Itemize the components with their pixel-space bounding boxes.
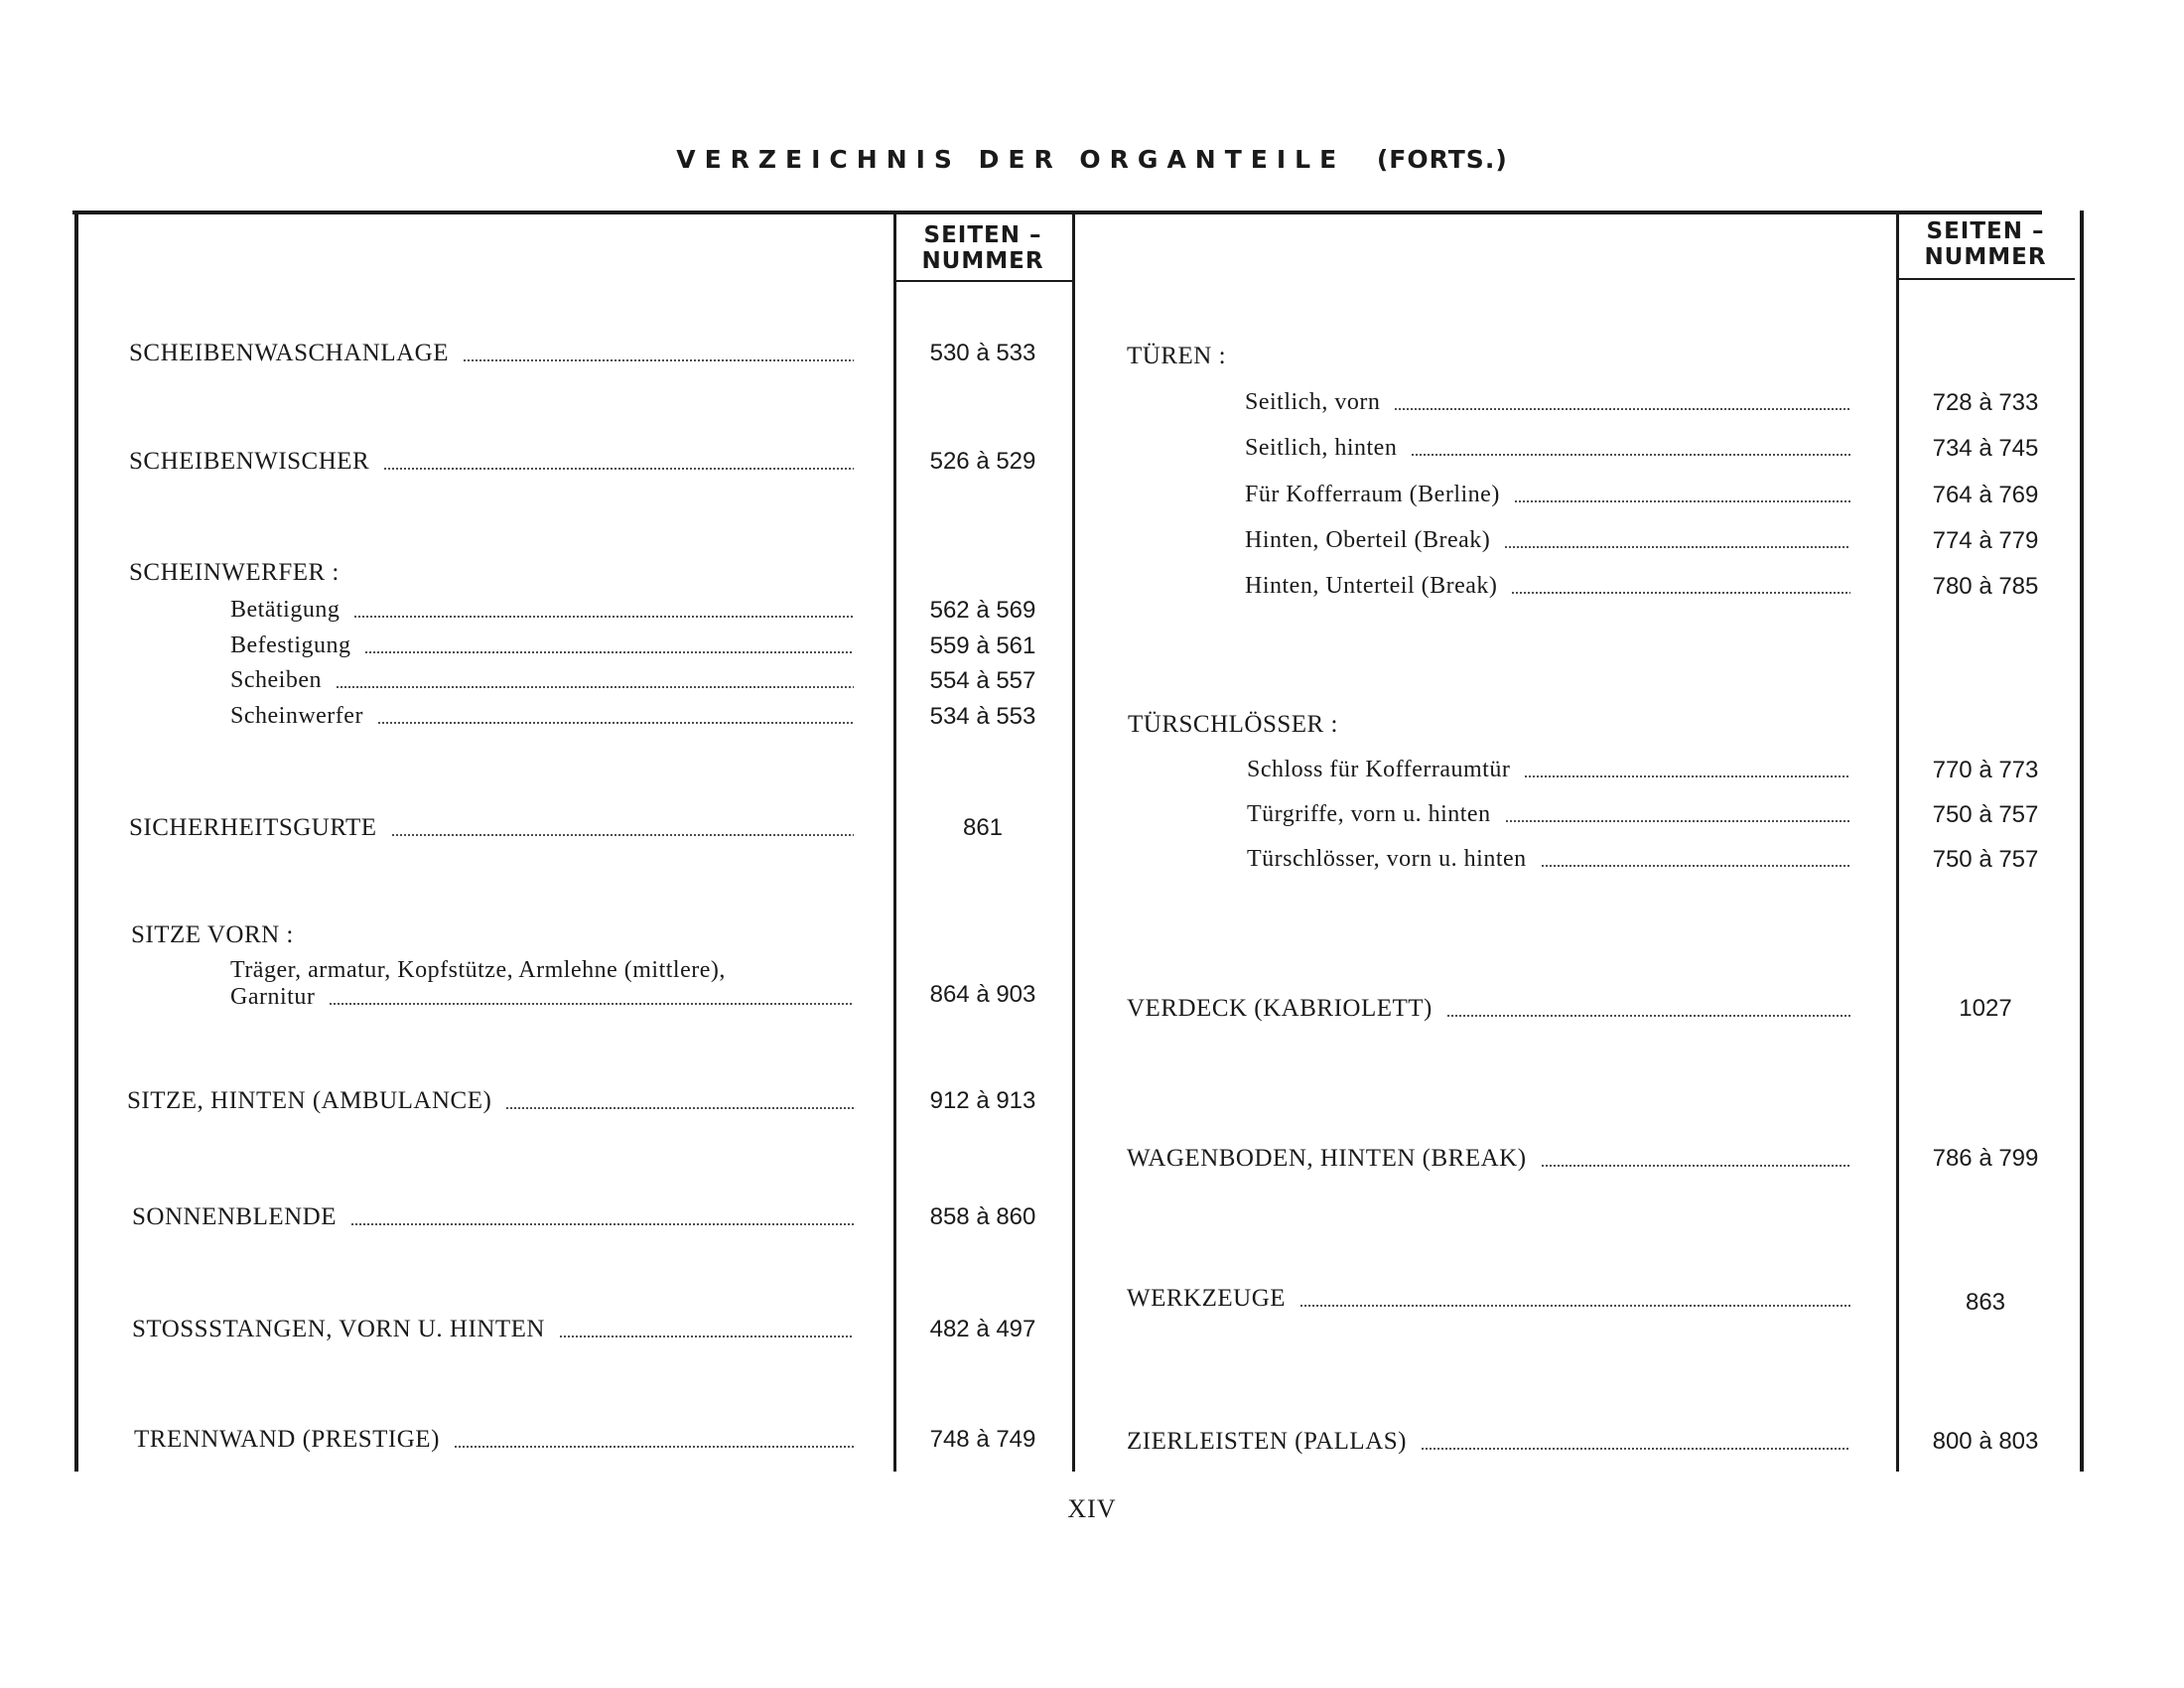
sub-entry: [230, 667, 854, 694]
detail-line1: Träger, armatur, Kopfstütze, Armlehne (mittlere),: [230, 957, 726, 983]
sub-entry: [1245, 573, 1850, 600]
leader-dots: [1446, 1015, 1850, 1017]
sub-label: Seitlich, hinten: [1245, 435, 1398, 461]
sub-label: Hinten, Oberteil (Break): [1245, 527, 1491, 553]
header-line2: NUMMER: [1924, 244, 2047, 270]
entry-zierleisten: [1127, 1428, 1850, 1456]
entry-sitze-hinten: [127, 1087, 854, 1115]
leader-dots: [1524, 775, 1850, 777]
entry-pages: 748 à 749: [929, 1426, 1036, 1453]
leader-dots: [1514, 500, 1850, 502]
entry-label: VERDECK (KABRIOLETT): [1127, 995, 1433, 1022]
entry-label: SCHEIBENWISCHER: [129, 448, 370, 475]
leader-dots: [1411, 454, 1850, 456]
entry-sicherheitsgurte: [129, 814, 854, 842]
entry-label: SICHERHEITSGURTE: [129, 814, 377, 841]
entry-pages: 482 à 497: [929, 1316, 1036, 1342]
leader-dots: [559, 1336, 854, 1337]
sub-label: Scheinwerfer: [230, 703, 363, 729]
leader-dots: [1394, 408, 1850, 410]
leader-dots: [1504, 546, 1850, 548]
leader-dots: [1421, 1448, 1850, 1450]
center-divider: [1072, 214, 1075, 1472]
entry-pages: 800 à 803: [1932, 1428, 2039, 1455]
section-tueren: [1127, 343, 1226, 370]
entry-stossstangen: [132, 1316, 854, 1343]
entry-pages: 863: [1965, 1289, 2006, 1316]
sitze-vorn-detail: [230, 957, 854, 1011]
right-pages-header: [1896, 218, 2075, 270]
sub-entry: [1247, 846, 1850, 873]
sub-entry: [230, 597, 854, 624]
table-left-rule: [74, 211, 78, 1472]
sub-label: Hinten, Unterteil (Break): [1245, 573, 1498, 599]
section-label: SITZE VORN :: [131, 921, 294, 948]
sub-pages: 750 à 757: [1932, 846, 2039, 873]
entry-verdeck: [1127, 995, 1850, 1023]
leader-dots: [364, 651, 854, 653]
leader-dots: [336, 686, 854, 688]
page-title: [0, 145, 2184, 174]
sub-entry: [1245, 389, 1850, 416]
sub-pages: 734 à 745: [1932, 435, 2039, 462]
leader-dots: [505, 1107, 854, 1109]
entry-label: WERKZEUGE: [1127, 1285, 1287, 1312]
sub-label: Türgriffe, vorn u. hinten: [1247, 801, 1491, 827]
sub-pages: 728 à 733: [1932, 389, 2039, 416]
section-label: TÜREN :: [1127, 343, 1227, 369]
leader-dots: [383, 468, 854, 470]
entry-pages: 786 à 799: [1932, 1145, 2039, 1172]
sub-entry: [230, 703, 854, 730]
entry-pages: 530 à 533: [929, 340, 1036, 366]
sub-entry: [1245, 482, 1850, 508]
entry-label: TRENNWAND (PRESTIGE): [134, 1426, 440, 1453]
sub-pages: 559 à 561: [929, 633, 1036, 659]
left-header-underline: [893, 280, 1072, 282]
sub-label: Scheiben: [230, 667, 322, 693]
table-top-rule: [72, 211, 2042, 214]
entry-label: WAGENBODEN, HINTEN (BREAK): [1127, 1145, 1527, 1172]
sub-label: Befestigung: [230, 633, 351, 658]
header-line1: SEITEN –: [1926, 218, 2045, 244]
detail-line2: Garnitur: [230, 984, 316, 1010]
entry-pages: 858 à 860: [929, 1203, 1036, 1230]
leader-dots: [1541, 865, 1850, 867]
page-number: XIV: [1067, 1494, 1117, 1523]
sub-entry: [1245, 435, 1850, 462]
leader-dots: [353, 616, 854, 618]
leader-dots: [454, 1446, 854, 1448]
entry-trennwand: [134, 1426, 854, 1454]
leader-dots: [1299, 1305, 1850, 1307]
entry-label: ZIERLEISTEN (PALLAS): [1127, 1428, 1407, 1455]
sub-pages: 774 à 779: [1932, 527, 2039, 554]
table-right-rule: [2080, 211, 2084, 1472]
leader-dots: [1511, 592, 1850, 594]
entry-label: SITZE, HINTEN (AMBULANCE): [127, 1087, 492, 1114]
sub-entry: [230, 633, 854, 659]
leader-dots: [377, 722, 854, 724]
entry-scheibenwaschanlage: [129, 340, 854, 367]
leader-dots: [463, 359, 854, 361]
entry-pages: 864 à 903: [929, 981, 1036, 1008]
section-scheinwerfer: [129, 559, 340, 587]
leader-dots: [391, 834, 854, 836]
left-pages-divider: [893, 214, 896, 1472]
right-header-underline: [1896, 278, 2075, 280]
sub-pages: 562 à 569: [929, 597, 1036, 624]
title-main: VERZEICHNIS DER ORGANTEILE: [676, 145, 1346, 174]
sub-pages: 764 à 769: [1932, 482, 2039, 508]
entry-label: SONNENBLENDE: [132, 1203, 337, 1230]
entry-pages: 1027: [1959, 995, 2012, 1022]
sub-label: Türschlösser, vorn u. hinten: [1247, 846, 1527, 872]
sub-pages: 780 à 785: [1932, 573, 2039, 600]
entry-label: STOSSSTANGEN, VORN U. HINTEN: [132, 1316, 545, 1342]
left-pages-header: [893, 222, 1072, 274]
section-label: SCHEINWERFER :: [129, 559, 340, 586]
detail-line2-row: [230, 984, 854, 1011]
leader-dots: [329, 1003, 854, 1005]
sub-pages: 750 à 757: [1932, 801, 2039, 828]
leader-dots: [1505, 820, 1850, 822]
sub-label: Betätigung: [230, 597, 341, 623]
header-line1: SEITEN –: [923, 222, 1042, 248]
sub-pages: 554 à 557: [929, 667, 1036, 694]
section-tuerschloesser: [1128, 711, 1338, 739]
entry-pages: 912 à 913: [929, 1087, 1036, 1114]
section-label: TÜRSCHLÖSSER :: [1128, 711, 1338, 738]
title-suffix: (FORTS.): [1376, 145, 1508, 174]
sub-pages: 770 à 773: [1932, 757, 2039, 783]
sub-label: Schloss für Kofferraumtür: [1247, 757, 1511, 782]
entry-pages: 526 à 529: [929, 448, 1036, 475]
section-sitze-vorn: [131, 921, 294, 949]
leader-dots: [1541, 1165, 1850, 1167]
entry-scheibenwischer: [129, 448, 854, 476]
entry-pages: 861: [962, 814, 1004, 841]
sub-entry: [1245, 527, 1850, 554]
header-line2: NUMMER: [921, 248, 1044, 274]
sub-label: Für Kofferraum (Berline): [1245, 482, 1500, 507]
entry-label: SCHEIBENWASCHANLAGE: [129, 340, 449, 366]
entry-wagenboden: [1127, 1145, 1850, 1173]
entry-sonnenblende: [132, 1203, 854, 1231]
sub-entry: [1247, 801, 1850, 828]
sub-pages: 534 à 553: [929, 703, 1036, 730]
entry-werkzeuge: [1127, 1285, 1850, 1313]
leader-dots: [350, 1223, 854, 1225]
sub-label: Seitlich, vorn: [1245, 389, 1381, 415]
sub-entry: [1247, 757, 1850, 783]
